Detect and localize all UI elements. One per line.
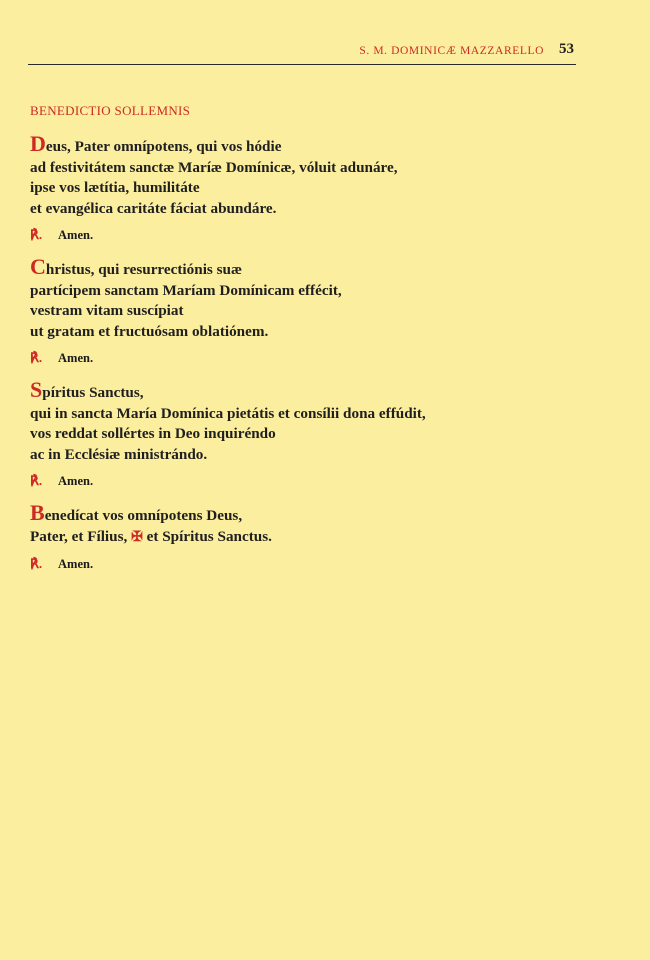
line-text: Pater, et Fílius,: [30, 527, 128, 545]
stanza-4: [30, 500, 590, 548]
response-amen: [30, 473, 590, 489]
stanza-line: partícipem sanctam Maríam Domínicam effécit,: [30, 281, 342, 299]
response-text: Amen.: [58, 474, 94, 488]
response-symbol: ℟.: [30, 227, 43, 242]
response-text: Amen.: [58, 228, 94, 242]
line-text: hristus, qui resurrectiónis suæ: [45, 261, 242, 278]
line-text: eus, Pater omnípotens, qui vos hódie: [45, 138, 282, 155]
stanza-line: [30, 527, 590, 549]
response-amen: [30, 556, 590, 572]
line-text: píritus Sanctus,: [42, 384, 144, 401]
response-amen: [30, 350, 590, 366]
stanza-line: ad festivitátem sanctæ Maríæ Domínicæ, vóluit adunáre,: [30, 158, 398, 176]
stanza-line: vos reddat sollértes in Deo inquiréndo: [30, 425, 276, 442]
stanza-line: vestram vitam suscípiat: [30, 302, 184, 319]
stanza-line: qui in sancta María Domínica pietátis et consílii dona effúdit,: [30, 404, 426, 422]
cross-icon: ✠: [131, 529, 143, 545]
response-symbol: ℟.: [30, 350, 43, 365]
stanza-line: ut gratam et fructuósam oblatiónem.: [30, 322, 269, 340]
stanza-line: [30, 254, 590, 281]
stanza-line: ipse vos lætítia, humilitáte: [30, 179, 200, 196]
running-head: [28, 42, 576, 65]
stanza-line: ac in Ecclésiæ ministrándo.: [30, 445, 208, 463]
page-number: 53: [559, 41, 574, 57]
stanza-2: [30, 254, 590, 342]
stanza-line: [30, 500, 590, 527]
response-symbol: ℟.: [30, 556, 43, 571]
blessing-text: [30, 131, 590, 586]
line-text: et Spíritus Sanctus.: [146, 527, 272, 545]
drop-initial: D: [30, 131, 46, 156]
stanza-1: [30, 131, 590, 219]
stanza-line: [30, 377, 590, 404]
stanza-3: [30, 377, 590, 465]
response-text: Amen.: [58, 351, 94, 365]
response-text: Amen.: [58, 557, 94, 571]
drop-initial: B: [30, 500, 45, 525]
stanza-line: et evangélica caritáte fáciat abundáre.: [30, 199, 277, 217]
response-symbol: ℟.: [30, 473, 43, 488]
section-title: BENEDICTIO SOLLEMNIS: [30, 103, 191, 118]
running-title: S. M. DOMINICÆ MAZZARELLO: [359, 45, 544, 57]
drop-initial: C: [30, 254, 46, 279]
drop-initial: S: [30, 377, 43, 402]
response-amen: [30, 227, 590, 243]
stanza-line: [30, 131, 590, 158]
line-text: enedícat vos omnípotens Deus,: [44, 507, 243, 524]
